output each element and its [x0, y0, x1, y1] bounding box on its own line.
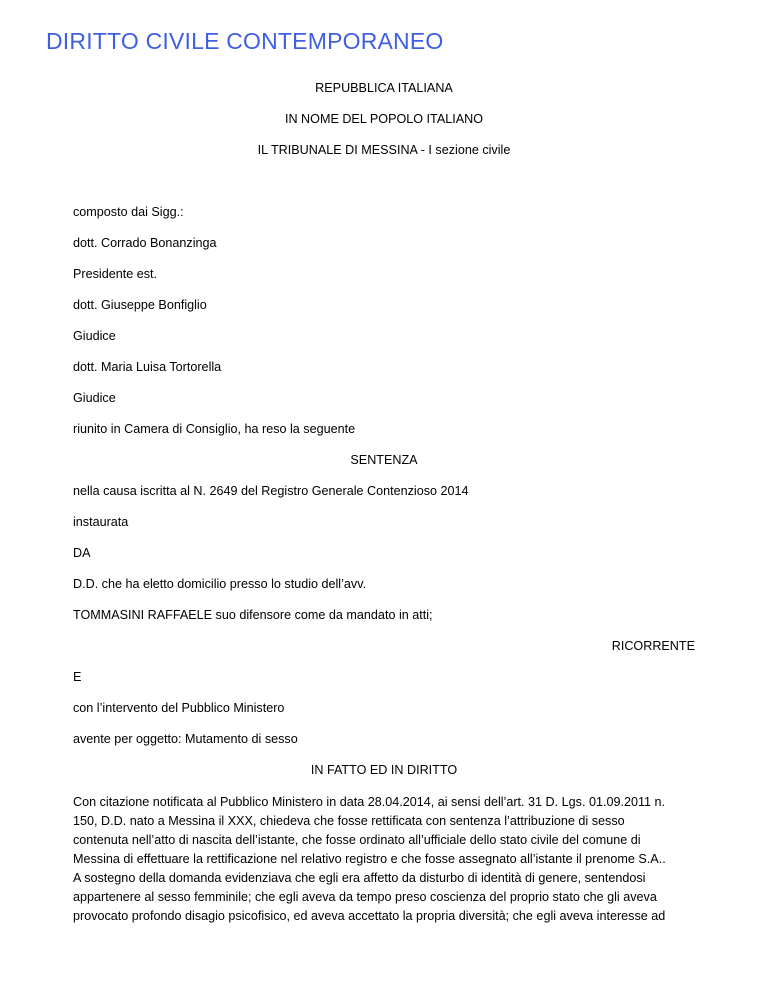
- paragraph-line: Messina di effettuare la rettificazione nel relativo registro e che fosse assegnato all’istante il prenome S.A..: [73, 852, 666, 866]
- paragraph-line: provocato profondo disagio psicofisico, ed aveva accettato la propria diversità; che egli aveva interesse ad: [73, 909, 666, 923]
- judge-2-role: Giudice: [73, 329, 116, 343]
- paragraph-line: appartenere al sesso femminile; che egli aveva da tempo preso coscienza del proprio stato che gli aveva: [73, 890, 657, 904]
- da-text: DA: [73, 546, 91, 560]
- paragraph-line: contenuta nell’atto di nascita dell’istante, che fosse ordinato all’ufficiale dello stato civile del comune di: [73, 833, 641, 847]
- paragraph-line: 150, D.D. nato a Messina il XXX, chiedeva che fosse rettificata con sentenza l’attribuzione di sesso: [73, 814, 625, 828]
- judge-2-name: dott. Giuseppe Bonfiglio: [73, 298, 207, 312]
- party-line-2: TOMMASINI RAFFAELE suo difensore come da mandato in atti;: [73, 608, 433, 622]
- judge-3-name: dott. Maria Luisa Tortorella: [73, 360, 222, 374]
- paragraph-line: Con citazione notificata al Pubblico Ministero in data 28.04.2014, ai sensi dell’art. 31 D. Lgs. 01.09.2011 n.: [73, 795, 666, 809]
- heading-people: IN NOME DEL POPOLO ITALIANO: [284, 112, 484, 126]
- facts-paragraph: [73, 793, 695, 926]
- spacer: [73, 173, 695, 204]
- case-text: nella causa iscritta al N. 2649 del Registro Generale Contenzioso 2014: [73, 484, 469, 498]
- composition-intro: composto dai Sigg.:: [73, 205, 184, 219]
- council-text: riunito in Camera di Consiglio, ha reso la seguente: [73, 422, 356, 436]
- subject-text: avente per oggetto: Mutamento di sesso: [73, 732, 298, 746]
- judge-1-role: Presidente est.: [73, 267, 158, 281]
- paragraph-line: A sostegno della domanda evidenziava che egli era affetto da disturbo di identità di genere, sentendosi: [73, 871, 646, 885]
- heading-tribunal: IL TRIBUNALE DI MESSINA - I sezione civile: [257, 143, 511, 157]
- e-text: E: [73, 670, 82, 684]
- party-line-1: D.D. che ha eletto domicilio presso lo studio dell’avv.: [73, 577, 367, 591]
- judge-3-role: Giudice: [73, 391, 116, 405]
- judge-1-name: dott. Corrado Bonanzinga: [73, 236, 217, 250]
- sentence-heading: SENTENZA: [350, 453, 418, 467]
- intervention-text: con l’intervento del Pubblico Ministero: [73, 701, 285, 715]
- ricorrente-label: RICORRENTE: [611, 639, 695, 653]
- document-body: [73, 80, 695, 926]
- page-header-title: DIRITTO CIVILE CONTEMPORANEO: [46, 28, 444, 54]
- heading-republic: REPUBBLICA ITALIANA: [315, 81, 453, 95]
- facts-heading: IN FATTO ED IN DIRITTO: [310, 763, 458, 777]
- instituted-text: instaurata: [73, 515, 129, 529]
